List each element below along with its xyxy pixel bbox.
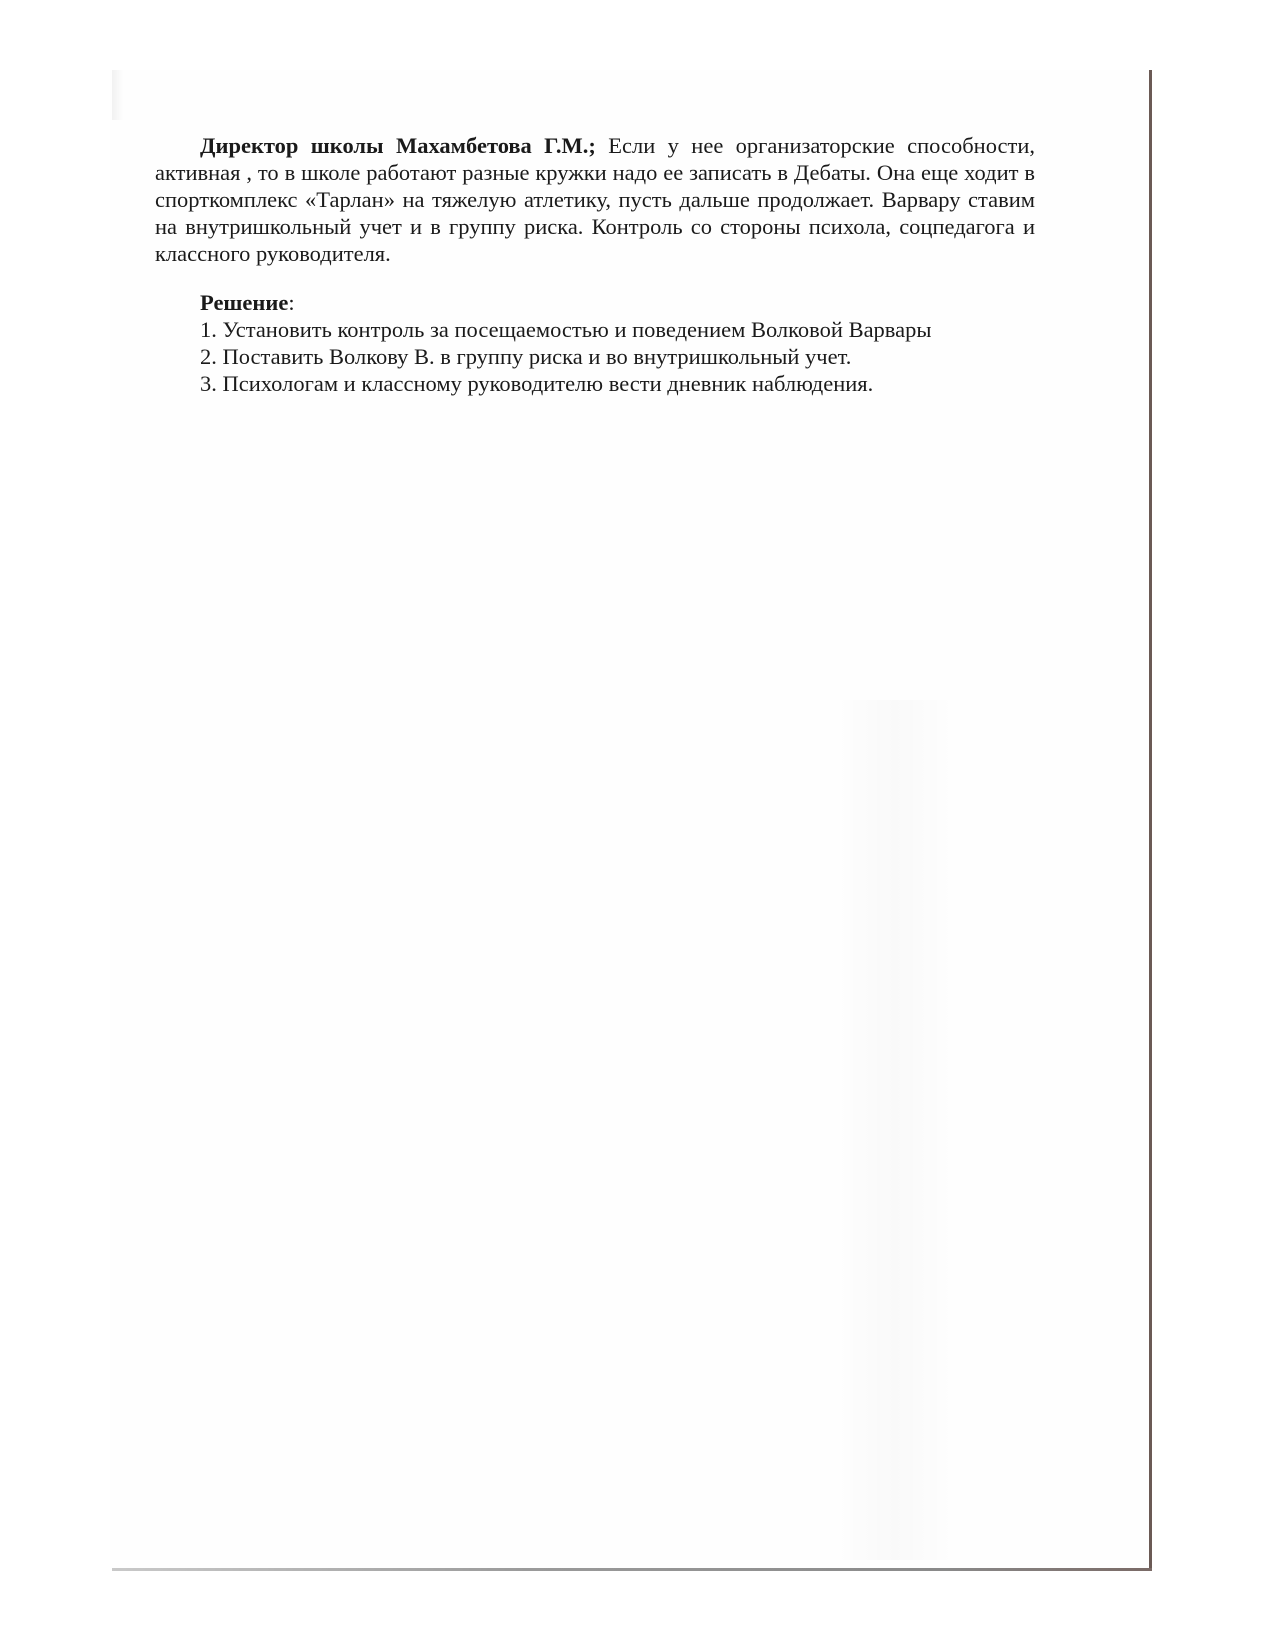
decision-list	[200, 316, 1035, 397]
decision-item: 3. Психологам и классному руководителю вести дневник наблюдения.	[200, 371, 874, 396]
sheet-bottom-edge	[112, 1568, 1152, 1571]
scan-edge-mark	[112, 70, 124, 120]
decision-heading-label: Решение	[200, 290, 289, 315]
decision-item: 2. Поставить Волкову В. в группу риска и во внутришкольный учет.	[200, 344, 852, 369]
decision-heading	[200, 289, 1035, 316]
speaker-name: Директор школы Махамбетова Г.М.;	[200, 133, 596, 158]
statement-text: Если у нее организаторские способности, активная , то в школе работают разные кружки надо ее записать в Дебаты. Она еще ходит в спорткомплекс «Тарлан» на тяжелую атлетику, пусть дальше продолжает. Варвару ставим на внутришкольный учет и в группу риска. Контроль со стороны психола, соцпедагога и классного руководителя.	[155, 133, 1035, 266]
director-statement	[155, 132, 1035, 267]
decision-heading-colon: :	[288, 290, 295, 315]
document-body	[155, 132, 1035, 397]
page-fold-shade	[835, 700, 955, 1560]
decision-section	[155, 289, 1035, 397]
decision-item: 1. Установить контроль за посещаемостью и поведением Волковой Варвары	[200, 317, 932, 342]
